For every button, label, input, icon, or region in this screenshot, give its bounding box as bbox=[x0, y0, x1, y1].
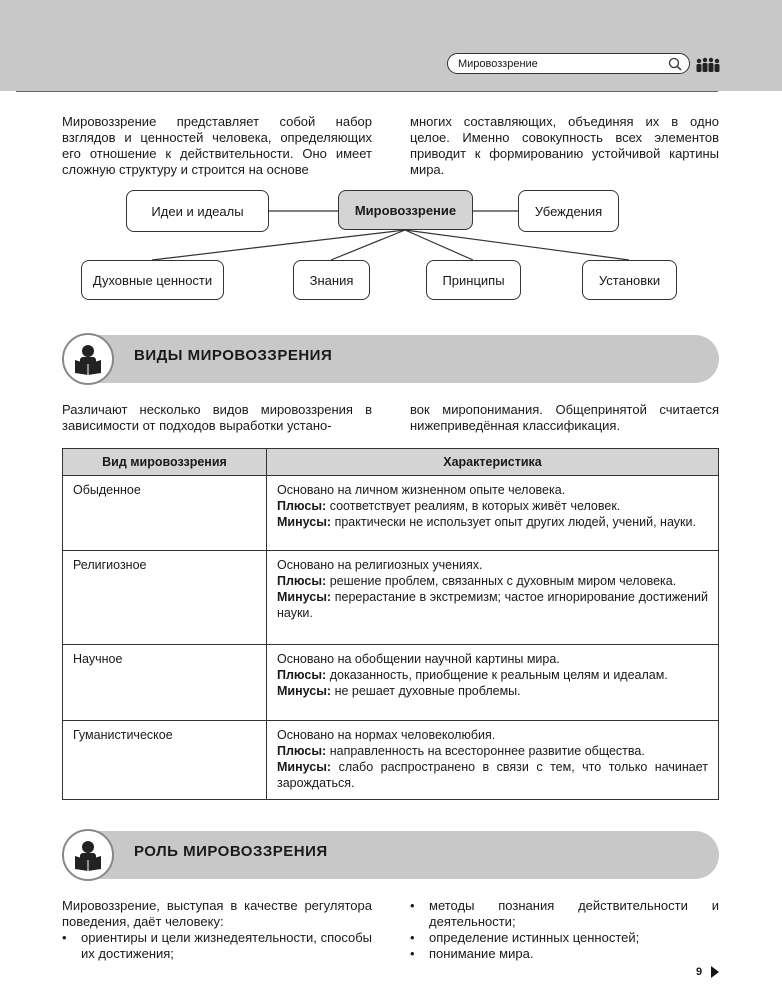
reader-icon bbox=[71, 342, 105, 376]
role-bullets-left bbox=[62, 930, 372, 962]
types-intro-right: вок миропонимания. Общепринятой считается нижеприведённая классификация. bbox=[410, 402, 719, 433]
header-characteristic: Характеристика bbox=[267, 449, 719, 476]
role-bullets-right bbox=[410, 898, 719, 962]
reader-icon-circle bbox=[62, 333, 114, 385]
reader-icon-circle bbox=[62, 829, 114, 881]
section-title-types: ВИДЫ МИРОВОЗЗРЕНИЯ bbox=[134, 347, 333, 364]
table-row bbox=[63, 551, 719, 645]
plus-label: Плюсы: bbox=[277, 668, 327, 682]
minus-text: перерастание в экстремизм; частое игнорирование достижений науки. bbox=[277, 590, 708, 620]
table-row bbox=[63, 721, 719, 800]
row-characteristic bbox=[267, 476, 719, 551]
page-number: 9 bbox=[696, 966, 703, 978]
table-header-row bbox=[63, 449, 719, 476]
row-plus bbox=[277, 573, 708, 589]
list-item: • методы познания действительности и деятельности; bbox=[410, 898, 719, 930]
row-minus bbox=[277, 683, 708, 699]
minus-label: Минусы: bbox=[277, 760, 332, 774]
row-minus bbox=[277, 589, 708, 621]
row-characteristic bbox=[267, 721, 719, 800]
row-plus bbox=[277, 498, 708, 514]
list-item: • ориентиры и цели жизнедеятельности, способы их достижения; bbox=[62, 930, 372, 962]
row-characteristic bbox=[267, 551, 719, 645]
row-type: Гуманистическое bbox=[63, 721, 267, 800]
row-type: Научное bbox=[63, 645, 267, 721]
minus-text: практически не использует опыт других людей, учений, науки. bbox=[334, 515, 696, 529]
row-basis: Основано на нормах человеколюбия. bbox=[277, 728, 496, 742]
role-right-column bbox=[410, 898, 719, 962]
row-minus bbox=[277, 514, 708, 530]
intro-right-text: многих составляющих, объединяя их в одно целое. Именно совокупность всех элементов приводит к формированию устойчивой картины мира. bbox=[410, 114, 719, 177]
plus-text: направленность на всестороннее развитие общества. bbox=[329, 744, 645, 758]
node-attitudes: Установки bbox=[582, 260, 677, 300]
row-type: Обыденное bbox=[63, 476, 267, 551]
section-banner-types bbox=[62, 333, 719, 385]
node-ideas: Идеи и идеалы bbox=[126, 190, 269, 232]
node-worldview-center: Мировоззрение bbox=[338, 190, 473, 230]
row-plus bbox=[277, 667, 708, 683]
row-characteristic bbox=[267, 645, 719, 721]
search-value: Мировоззрение bbox=[458, 57, 538, 70]
minus-label: Минусы: bbox=[277, 515, 332, 529]
minus-label: Минусы: bbox=[277, 590, 332, 604]
table-row bbox=[63, 476, 719, 551]
plus-label: Плюсы: bbox=[277, 499, 327, 513]
plus-text: решение проблем, связанных с духовным миром человека. bbox=[329, 574, 677, 588]
section-title-role: РОЛЬ МИРОВОЗЗРЕНИЯ bbox=[134, 843, 328, 860]
header-type: Вид мировоззрения bbox=[63, 449, 267, 476]
intro-left-text: Мировоззрение представляет собой набор взглядов и ценностей человека, определяющих его отношение к действительности. Оно имеет сложную структуру и строится на основе bbox=[62, 114, 372, 177]
list-item: • понимание мира. bbox=[410, 946, 719, 962]
minus-label: Минусы: bbox=[277, 684, 332, 698]
section-banner-role bbox=[62, 829, 719, 881]
node-beliefs: Убеждения bbox=[518, 190, 619, 232]
node-spiritual-values: Духовные ценности bbox=[81, 260, 224, 300]
role-intro-text: Мировоззрение, выступая в качестве регулятора поведения, даёт человеку: bbox=[62, 898, 372, 929]
role-left-column bbox=[62, 898, 372, 962]
plus-label: Плюсы: bbox=[277, 744, 327, 758]
row-type: Религиозное bbox=[63, 551, 267, 645]
minus-text: слабо распространено в связи с тем, что только начинает зарождаться. bbox=[277, 760, 708, 790]
worldview-types-table bbox=[62, 448, 719, 800]
plus-text: доказанность, приобщение к реальным целям и идеалам. bbox=[329, 668, 668, 682]
list-item: • определение истинных ценностей; bbox=[410, 930, 719, 946]
reader-icon bbox=[71, 838, 105, 872]
row-basis: Основано на личном жизненном опыте человека. bbox=[277, 483, 566, 497]
types-intro-left: Различают несколько видов мировоззрения в зависимости от подходов выработки устано- bbox=[62, 402, 372, 433]
table-row bbox=[63, 645, 719, 721]
minus-text: не решает духовные проблемы. bbox=[334, 684, 521, 698]
plus-text: соответствует реалиям, в которых живёт человек. bbox=[329, 499, 621, 513]
row-minus bbox=[277, 759, 708, 791]
node-principles: Принципы bbox=[426, 260, 521, 300]
node-knowledge: Знания bbox=[293, 260, 370, 300]
row-plus bbox=[277, 743, 708, 759]
next-page-arrow-icon[interactable] bbox=[711, 966, 719, 978]
row-basis: Основано на религиозных учениях. bbox=[277, 558, 483, 572]
row-basis: Основано на обобщении научной картины мира. bbox=[277, 652, 560, 666]
plus-label: Плюсы: bbox=[277, 574, 327, 588]
